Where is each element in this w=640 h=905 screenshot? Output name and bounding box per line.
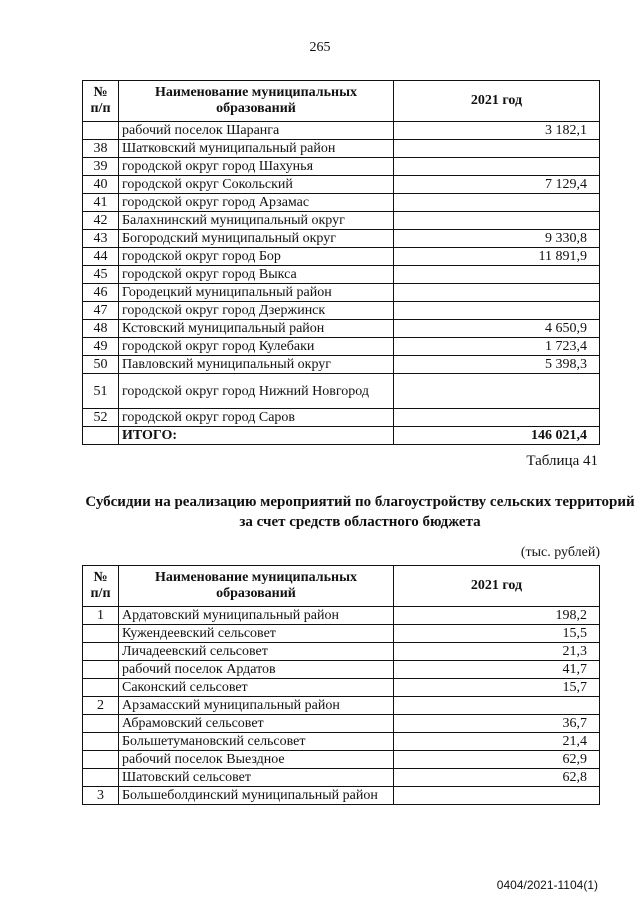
row-number: 43 xyxy=(83,230,119,248)
total-label: ИТОГО: xyxy=(119,427,394,445)
row-value: 9 330,8 xyxy=(394,230,600,248)
row-value: 21,4 xyxy=(394,733,600,751)
row-number: 40 xyxy=(83,176,119,194)
row-value: 62,8 xyxy=(394,769,600,787)
row-value xyxy=(394,212,600,230)
table-row xyxy=(83,787,600,805)
table-row xyxy=(83,302,600,320)
row-name: городской округ город Кулебаки xyxy=(119,338,394,356)
row-name: рабочий поселок Выездное xyxy=(119,751,394,769)
row-number xyxy=(83,643,119,661)
row-name: Ардатовский муниципальный район xyxy=(119,607,394,625)
table-row xyxy=(83,212,600,230)
header-year: 2021 год xyxy=(394,81,600,122)
row-number xyxy=(83,715,119,733)
row-number: 44 xyxy=(83,248,119,266)
table-row xyxy=(83,122,600,140)
table-row xyxy=(83,625,600,643)
table-row xyxy=(83,266,600,284)
table-row xyxy=(83,679,600,697)
header-name: Наименование муниципальных образований xyxy=(119,566,394,607)
row-number: 2 xyxy=(83,697,119,715)
row-number: 41 xyxy=(83,194,119,212)
row-number xyxy=(83,625,119,643)
row-number: 38 xyxy=(83,140,119,158)
row-name: Павловский муниципальный округ xyxy=(119,356,394,374)
document-code: 0404/2021-1104(1) xyxy=(496,878,598,892)
table-row xyxy=(83,320,600,338)
row-name: городской округ город Шахунья xyxy=(119,158,394,176)
table-row xyxy=(83,733,600,751)
table-header-row xyxy=(83,566,600,607)
row-name: Кужендеевский сельсовет xyxy=(119,625,394,643)
table-row xyxy=(83,230,600,248)
row-value xyxy=(394,158,600,176)
row-value: 1 723,4 xyxy=(394,338,600,356)
row-value xyxy=(394,302,600,320)
table-rural-improvement xyxy=(82,565,600,805)
row-name: Городецкий муниципальный район xyxy=(119,284,394,302)
row-number xyxy=(83,751,119,769)
row-value: 15,7 xyxy=(394,679,600,697)
row-name: городской округ город Саров xyxy=(119,409,394,427)
header-num: № п/п xyxy=(83,566,119,607)
table-row xyxy=(83,661,600,679)
header-num: № п/п xyxy=(83,81,119,122)
table-row xyxy=(83,140,600,158)
row-name: городской округ город Арзамас xyxy=(119,194,394,212)
row-value xyxy=(394,140,600,158)
row-number xyxy=(83,733,119,751)
row-name: Арзамасский муниципальный район xyxy=(119,697,394,715)
row-name: Шатовский сельсовет xyxy=(119,769,394,787)
row-value: 198,2 xyxy=(394,607,600,625)
table-row xyxy=(83,374,600,409)
row-value xyxy=(394,787,600,805)
total-row xyxy=(83,427,600,445)
table-row xyxy=(83,643,600,661)
table-row xyxy=(83,176,600,194)
row-name: городской округ город Бор xyxy=(119,248,394,266)
units-label: (тыс. рублей) xyxy=(520,545,600,560)
total-value: 146 021,4 xyxy=(394,427,600,445)
table-subsidies-continued xyxy=(82,80,600,445)
row-value: 5 398,3 xyxy=(394,356,600,374)
table-row xyxy=(83,769,600,787)
table-row xyxy=(83,356,600,374)
header-year: 2021 год xyxy=(394,566,600,607)
row-number: 1 xyxy=(83,607,119,625)
table-row xyxy=(83,248,600,266)
table-row xyxy=(83,607,600,625)
row-value: 7 129,4 xyxy=(394,176,600,194)
row-value xyxy=(394,266,600,284)
table-row xyxy=(83,697,600,715)
row-name: Личадеевский сельсовет xyxy=(119,643,394,661)
row-number: 42 xyxy=(83,212,119,230)
row-number xyxy=(83,679,119,697)
row-number: 50 xyxy=(83,356,119,374)
table-row xyxy=(83,409,600,427)
row-name: рабочий поселок Шаранга xyxy=(119,122,394,140)
row-value: 36,7 xyxy=(394,715,600,733)
row-number: 39 xyxy=(83,158,119,176)
row-name: городской округ город Нижний Новгород xyxy=(119,374,394,409)
row-name: Абрамовский сельсовет xyxy=(119,715,394,733)
row-name: Шатковский муниципальный район xyxy=(119,140,394,158)
row-value xyxy=(394,284,600,302)
row-number: 45 xyxy=(83,266,119,284)
page-number: 265 xyxy=(309,40,331,55)
row-name: Большеболдинский муниципальный район xyxy=(119,787,394,805)
row-value: 11 891,9 xyxy=(394,248,600,266)
row-name: Балахнинский муниципальный округ xyxy=(119,212,394,230)
header-name: Наименование муниципальных образований xyxy=(119,81,394,122)
row-value: 4 650,9 xyxy=(394,320,600,338)
row-name: городской округ город Выкса xyxy=(119,266,394,284)
table-row xyxy=(83,751,600,769)
row-name: Саконский сельсовет xyxy=(119,679,394,697)
row-value: 21,3 xyxy=(394,643,600,661)
row-value xyxy=(394,697,600,715)
row-name: Большетумановский сельсовет xyxy=(119,733,394,751)
row-number xyxy=(83,661,119,679)
row-number: 46 xyxy=(83,284,119,302)
row-name: Кстовский муниципальный район xyxy=(119,320,394,338)
row-value xyxy=(394,194,600,212)
row-value: 62,9 xyxy=(394,751,600,769)
total-num xyxy=(83,427,119,445)
row-number: 49 xyxy=(83,338,119,356)
row-value xyxy=(394,374,600,409)
row-value xyxy=(394,409,600,427)
row-number: 52 xyxy=(83,409,119,427)
row-number: 3 xyxy=(83,787,119,805)
table-row xyxy=(83,158,600,176)
row-number: 48 xyxy=(83,320,119,338)
table-label: Таблица 41 xyxy=(526,453,598,469)
table-row xyxy=(83,338,600,356)
table-row xyxy=(83,284,600,302)
row-value: 15,5 xyxy=(394,625,600,643)
row-name: городской округ город Дзержинск xyxy=(119,302,394,320)
row-value: 3 182,1 xyxy=(394,122,600,140)
row-number: 47 xyxy=(83,302,119,320)
row-number xyxy=(83,122,119,140)
table-row xyxy=(83,715,600,733)
row-number: 51 xyxy=(83,374,119,409)
table-title: Субсидии на реализацию мероприятий по благоустройству сельских территорий за счет средств областного бюджета xyxy=(85,494,635,530)
row-name: Богородский муниципальный округ xyxy=(119,230,394,248)
row-number xyxy=(83,769,119,787)
row-value: 41,7 xyxy=(394,661,600,679)
row-name: городской округ Сокольский xyxy=(119,176,394,194)
table-row xyxy=(83,194,600,212)
row-name: рабочий поселок Ардатов xyxy=(119,661,394,679)
table-header-row xyxy=(83,81,600,122)
